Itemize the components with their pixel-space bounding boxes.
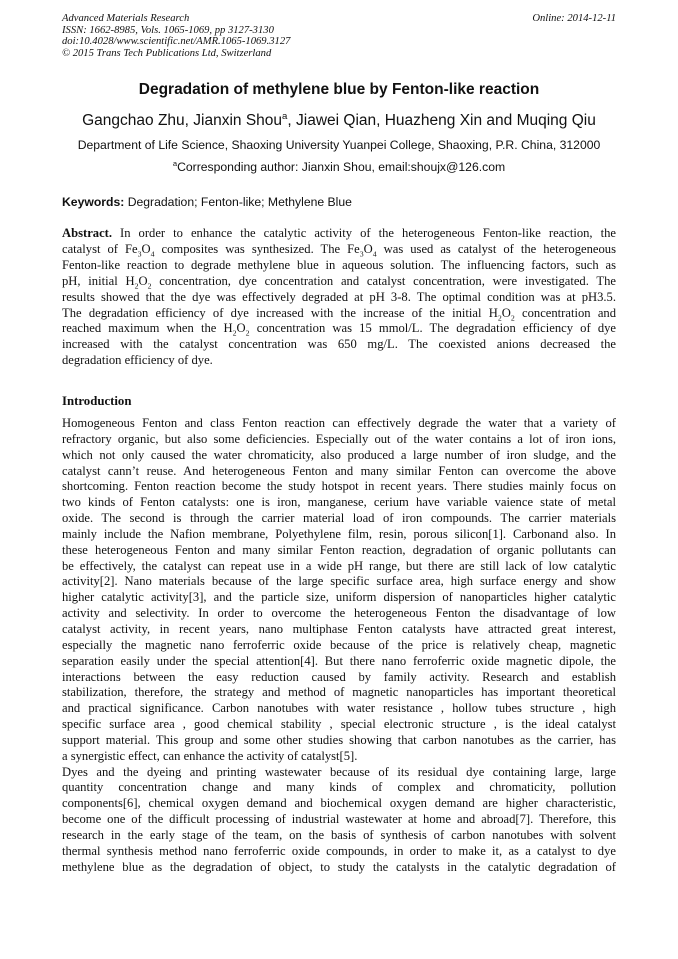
- copyright-line: © 2015 Trans Tech Publications Ltd, Switzerland: [62, 47, 272, 59]
- body-text-line: mainly include the Nafion membrane, Polyethylene film, resin, porous silicon[1]. Carbonand also. In: [62, 526, 616, 541]
- introduction-paragraph-1: [62, 416, 616, 765]
- abstract-line: The degradation efficiency of dye increased with the increase of the initial $H_2O_2$ concentration and: [62, 305, 617, 323]
- affiliation: Department of Life Science, Shaoxing University Yuanpei College, Shaoxing, P.R. China, 312000: [77, 138, 601, 152]
- body-text-line: activity[2]. Nano materials because of the large specific surface area, high surface energy and show: [62, 574, 616, 589]
- body-text-line: and practical significance. Carbon nanotubes with water resistance , hollow tubes structure , high: [62, 701, 616, 716]
- abstract-line: results showed that the dye was effectively degraded at pH 3-8. The optimal condition was at pH3.5.: [62, 289, 616, 304]
- body-text-line: methylene blue as the degradation of object, to study the catalysts in the catalytic degradation of: [62, 859, 616, 874]
- keywords-label: Keywords:: [62, 195, 125, 209]
- body-text-line: research in the early stage of the team, on the basis of synthesis of carbon nanotubes with solvent: [62, 827, 616, 842]
- author-names-1: Gangchao Zhu, Jianxin Shou: [82, 112, 283, 129]
- body-text-line: stabilization, therefore, the strategy and method of magnetic nanoparticles has important theoretical: [62, 685, 616, 700]
- abstract: [62, 226, 616, 369]
- keywords: [62, 195, 616, 209]
- introduction-paragraph-2: [62, 765, 616, 876]
- author-list: [0, 112, 678, 130]
- section-heading-introduction: Introduction: [62, 394, 132, 408]
- body-text-line: interactions between the easy reduction caused by family activity. Research and establish: [62, 669, 616, 684]
- body-text-line: these heterogeneous Fenton and many similar Fenton reaction, degradation of organic pollutants can: [62, 542, 616, 557]
- body-text-line: oxide. The second is through the carrier material load of iron compounds. The carrier materials: [62, 511, 616, 526]
- abstract-line: pH, initial $H_2O_2$ concentration, dye concentration and catalyst concentration, were investigated. The: [62, 273, 616, 291]
- abstract-line: increased with the catalyst concentration was 650 mg/L. The coexisted anions decreased the: [62, 337, 616, 352]
- paper-title: Degradation of methylene blue by Fenton-like reaction: [138, 81, 540, 98]
- corresponding-superscript: a: [172, 158, 178, 168]
- body-text-line: specific surface area , good chemical stability , special electronic structure , is the ideal catalyst: [62, 717, 616, 732]
- body-text-line: thermal synthesis method nano ferroferric oxide compounds, in order to make it, as a catalyst to dye: [62, 843, 616, 858]
- doi-line: doi:10.4028/www.scientific.net/AMR.1065-1069.3127: [62, 36, 291, 48]
- issn-line: ISSN: 1662-8985, Vols. 1065-1069, pp 3127-3130: [62, 24, 274, 36]
- body-text-line: activity and selectivity. In order to overcome the heterogeneous Fenton the disadvantage of low: [62, 606, 616, 621]
- body-text-line: which not only caused the water chromaticity, also produced a large number of iron sludge, and the: [62, 447, 616, 462]
- abstract-line: reached maximum when the $H_2O_2$ concentration was 15 mmol/L. The degradation efficiency of dye: [62, 321, 617, 338]
- corresponding-text: Corresponding author: Jianxin Shou, email:shoujx@126.com: [177, 160, 506, 174]
- body-text-line: support material. This group and some other studies showing that carbon nanotubes as the carrier, has: [62, 732, 616, 747]
- journal-header: [62, 13, 616, 59]
- introduction-body: [62, 416, 616, 875]
- abstract-line: catalyst of $Fe_3O_4$ composites was synthesized. The $Fe_3O_4$ was used as catalyst of the heterogeneous: [62, 241, 616, 259]
- body-text-line: be effectively, the catalyst can repeat use in a wide pH range, but there are still lack of low catalytic: [62, 558, 616, 573]
- abstract-line: Fenton-like reaction to degrade methylene blue in aqueous solution. The influencing factors, such as: [62, 257, 616, 272]
- body-text-line: catalyst activity, in recent years, nano multiphase Fenton catalysts have attracted great interest,: [62, 621, 616, 636]
- corresponding-author: [0, 160, 678, 174]
- body-text-line: Homogeneous Fenton and class Fenton reaction can effectively degrade the water that a variety of: [62, 416, 616, 430]
- online-date: Online: 2014-12-11: [532, 13, 616, 24]
- author-superscript: a: [282, 110, 288, 122]
- body-text-line: become one of the difficult processing of industrial wastewater at home and abroad[7]. Therefore, this: [62, 812, 616, 827]
- journal-name: Advanced Materials Research: [62, 13, 190, 24]
- author-names-2: , Jiawei Qian, Huazheng Xin and Muqing Qiu: [287, 112, 596, 129]
- abstract-line: Abstract. In order to enhance the catalytic activity of the heterogeneous Fenton-like reaction, the: [62, 226, 616, 240]
- body-text-line: two kinds of Fenton catalysts: one is iron, manganese, cerium have variable vaience state of metal: [62, 495, 616, 510]
- abstract-line: degradation efficiency of dye.: [62, 353, 213, 368]
- body-text-line: higher catalytic activity[3], and the particle size, uniform dispersion of nanoparticles higher catalytic: [62, 590, 616, 605]
- keywords-text: Degradation; Fenton-like; Methylene Blue: [124, 195, 352, 209]
- body-text-line: a synergistic effect, can enhance the activity of catalyst[5].: [62, 748, 358, 763]
- body-text-line: catalyst cann’t reuse. And heterogeneous Fenton and many similar Fenton can overcome the above: [62, 463, 616, 478]
- body-text-line: components[6], chemical oxygen demand and biochemical oxygen demand are higher characteristic,: [62, 796, 616, 811]
- body-text-line: especially the magnetic nano ferroferric oxide because of the price is relatively cheap, magnetic: [62, 637, 616, 652]
- body-text-line: shortcoming. Fenton reaction become the study hotspot in recent years. There studies mainly focus on: [62, 479, 616, 494]
- abstract-label: Abstract.: [62, 226, 113, 240]
- body-text-line: Dyes and the dyeing and printing wastewater because of its residual dye containing large, large: [62, 764, 616, 779]
- body-text-line: separation easily under the special attention[4]. But there nano ferroferric oxide magnetic dipole, the: [62, 653, 616, 668]
- body-text-line: refractory organic, but also some deficiencies. Especially out of the water contains a lot of iron ions,: [62, 431, 616, 446]
- body-text-line: quantity concentration change and many kinds of complex and chromaticity, pollution: [62, 780, 616, 795]
